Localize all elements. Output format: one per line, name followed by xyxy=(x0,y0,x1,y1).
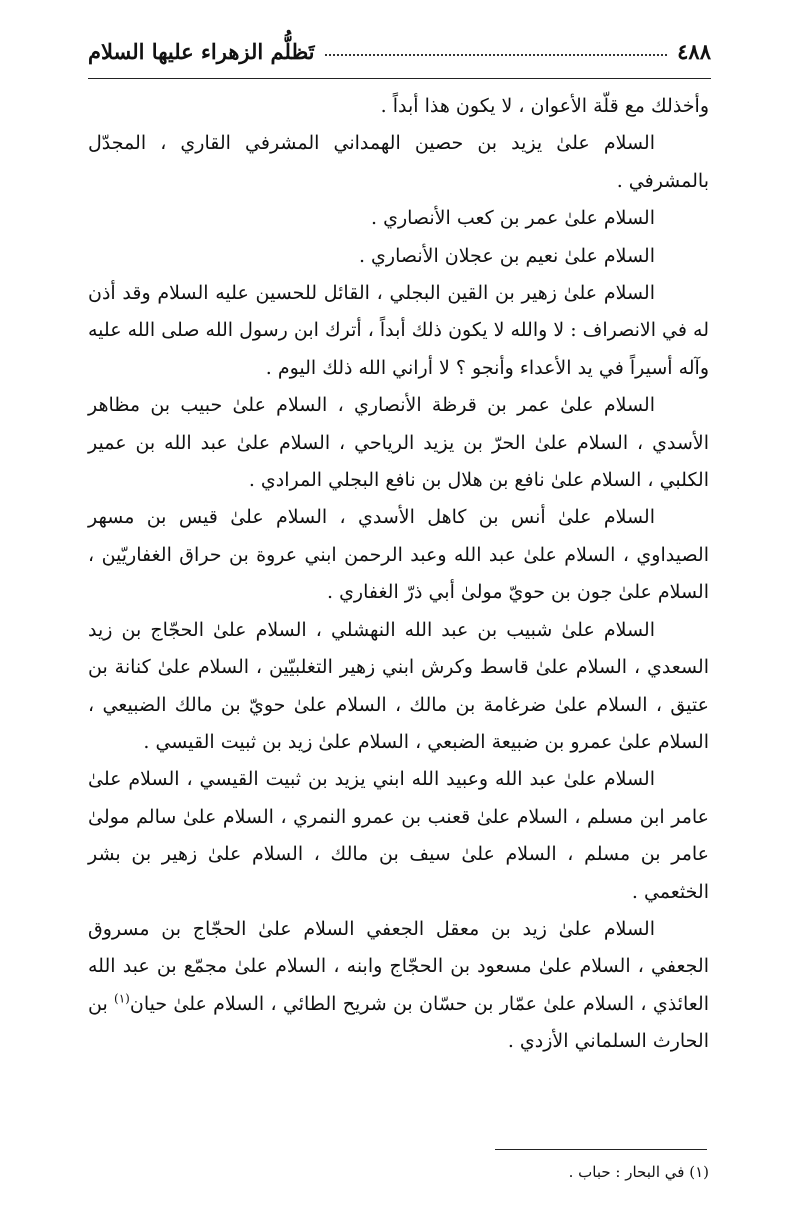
page-number: ٤٨٨ xyxy=(677,38,711,64)
dotted-leader xyxy=(325,54,668,56)
paragraph-text: السلام علىٰ زيد بن معقل الجعفي السلام علىٰ الحجّاج بن مسروق الجعفي ، السلام علىٰ مسعود بن الحجّاج وابنه ، السلام علىٰ مجمّع بن عبد الله العائذي ، السلام علىٰ عمّار بن حسّان بن شريح الطائي ، السلام علىٰ حيان xyxy=(88,917,709,1015)
running-header xyxy=(88,34,711,68)
paragraph: السلام علىٰ شبيب بن عبد الله النهشلي ، السلام علىٰ الحجّاج بن زيد السعدي ، السلام علىٰ قاسط وكرش ابني زهير التغلبيّين ، السلام علىٰ كنانة بن عتيق ، السلام علىٰ ضرغامة بن مالك ، السلام علىٰ حويّ بن مالك الضبيعي ، السلام علىٰ عمرو بن ضبيعة الضبعي ، السلام علىٰ زيد بن ثبيت القيسي . xyxy=(88,618,709,753)
paragraph-text-tail: بن الحارث السلماني الأزدي . xyxy=(88,992,709,1053)
footnote-reference: (١) xyxy=(114,991,130,1006)
footnote: (١) في البحار : حباب . xyxy=(568,1163,709,1181)
paragraph xyxy=(88,911,709,1061)
paragraph: السلام علىٰ عمر بن كعب الأنصاري . xyxy=(371,207,655,230)
paragraph: السلام علىٰ عبد الله وعبيد الله ابني يزيد بن ثبيت القيسي ، السلام علىٰ عامر ابن مسلم ، السلام علىٰ قعنب بن عمرو النمري ، السلام علىٰ سالم مولىٰ عامر بن مسلم ، السلام علىٰ سيف بن مالك ، السلام علىٰ زهير بن بشر الخثعمي . xyxy=(88,768,709,903)
paragraph: السلام علىٰ أنس بن كاهل الأسدي ، السلام علىٰ قيس بن مسهر الصيداوي ، السلام علىٰ عبد الله وعبد الرحمن ابني عروة بن حراق الغفاريّين ، السلام علىٰ جون بن حويّ مولىٰ أبي ذرّ الغفاري . xyxy=(88,506,709,604)
paragraph: وأخذلك مع قلّة الأعوان ، لا يكون هذا أبداً . xyxy=(380,95,709,117)
paragraph: السلام علىٰ نعيم بن عجلان الأنصاري . xyxy=(358,244,655,267)
paragraph: السلام علىٰ زهير بن القين البجلي ، القائل للحسين عليه السلام وقد أذن له في الانصراف : لا والله لا يكون ذلك أبداً ، أترك ابن رسول الله صلى الله عليه وآله أسيراً في يد الأعداء وأنجو ؟ لا أراني الله ذلك اليوم . xyxy=(88,282,709,379)
header-rule xyxy=(88,78,711,79)
running-title: تَظلُّم الزهراء عليها السلام xyxy=(88,38,315,64)
paragraph: السلام علىٰ يزيد بن حصين الهمداني المشرفي القاري ، المجدّل بالمشرفي . xyxy=(88,132,709,192)
footnote-rule xyxy=(495,1149,707,1150)
paragraph: السلام علىٰ عمر بن قرظة الأنصاري ، السلام علىٰ حبيب بن مظاهر الأسدي ، السلام علىٰ الحرّ بن يزيد الرياحي ، السلام علىٰ عبد الله بن عمير الكلبي ، السلام علىٰ نافع بن هلال بن نافع البجلي المرادي . xyxy=(88,394,709,492)
page-body xyxy=(88,88,709,1061)
